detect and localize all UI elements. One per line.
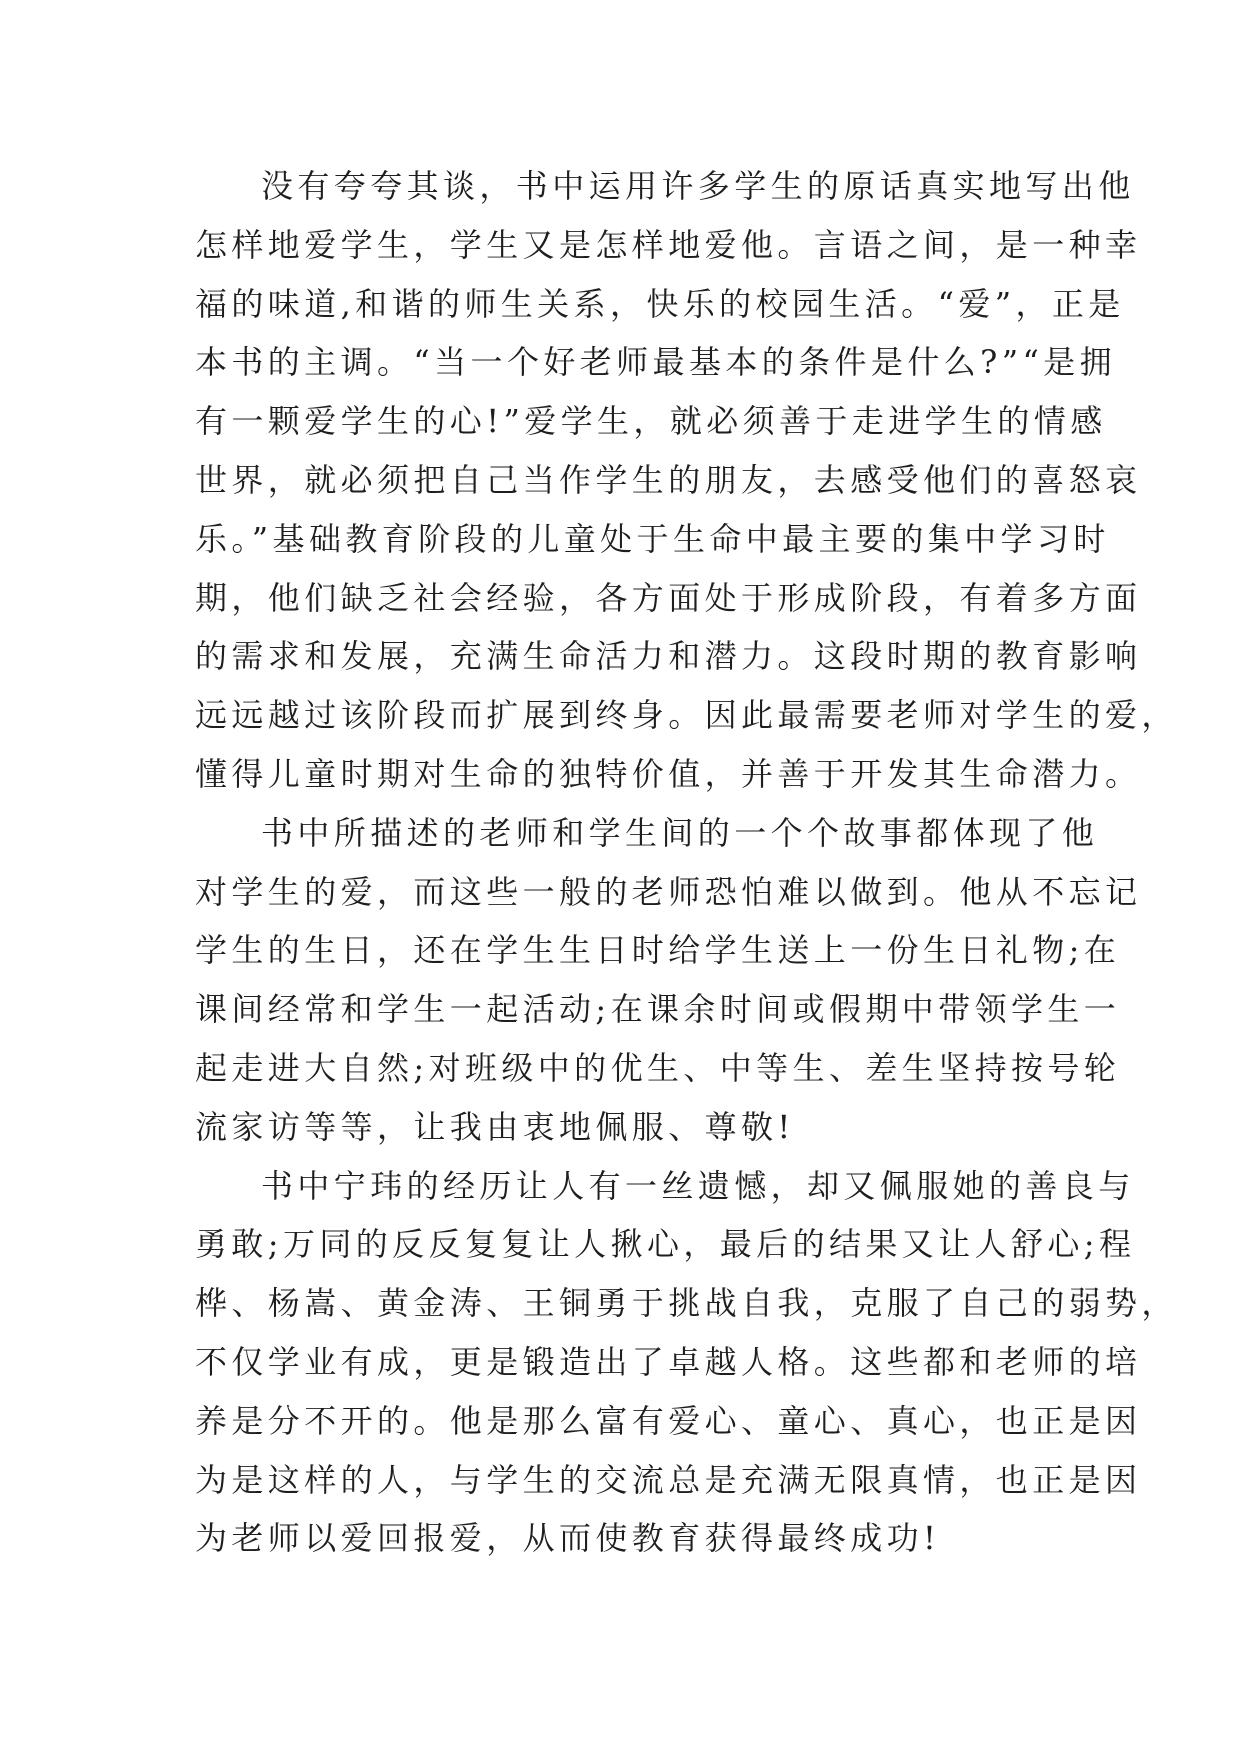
text-line: 远远越过该阶段而扩展到终身。因此最需要老师对学生的爱， bbox=[195, 696, 1178, 735]
text-line: 没有夸夸其谈，书中运用许多学生的原话真实地写出他 bbox=[261, 167, 1135, 205]
text-line: 怎样地爱学生，学生又是怎样地爱他。言语之间，是一种幸 bbox=[195, 225, 1142, 264]
text-line: 福的味道,和谐的师生关系，快乐的校园生活。“爱”，正是 bbox=[195, 284, 1125, 323]
text-line: 的需求和发展，充满生命活力和潜力。这段时期的教育影响 bbox=[195, 637, 1142, 676]
text-line: 不仅学业有成，更是锻造出了卓越人格。这些都和老师的培 bbox=[195, 1342, 1142, 1381]
text-line: 对学生的爱，而这些一般的老师恐怕难以做到。他从不忘记 bbox=[195, 872, 1142, 911]
paragraph bbox=[195, 157, 1178, 804]
text-line: 养是分不开的。他是那么富有爱心、童心、真心，也正是因 bbox=[195, 1401, 1142, 1440]
text-line: 世界，就必须把自己当作学生的朋友，去感受他们的喜怒哀 bbox=[195, 460, 1142, 499]
text-line: 桦、杨嵩、黄金涛、王铜勇于挑战自我，克服了自己的弱势， bbox=[195, 1284, 1178, 1323]
text-line: 课间经常和学生一起活动;在课余时间或假期中带领学生一 bbox=[195, 990, 1121, 1029]
text-line: 懂得儿童时期对生命的独特价值，并善于开发其生命潜力。 bbox=[195, 754, 1142, 793]
text-line: 本书的主调。“当一个好老师最基本的条件是什么?”“是拥 bbox=[195, 343, 1117, 382]
text-line: 流家访等等，让我由衷地佩服、尊敬! bbox=[195, 1107, 795, 1146]
body-text bbox=[195, 157, 1178, 1568]
text-line: 乐。”基础教育阶段的儿童处于生命中最主要的集中学习时 bbox=[195, 519, 1110, 558]
text-line: 学生的生日，还在学生生日时给学生送上一份生日礼物;在 bbox=[195, 931, 1121, 970]
text-line: 书中宁玮的经历让人有一丝遗憾，却又佩服她的善良与 bbox=[261, 1166, 1135, 1205]
text-line: 书中所描述的老师和学生间的一个个故事都体现了他 bbox=[261, 813, 1099, 852]
text-line: 为老师以爱回报爱，从而使教育获得最终成功! bbox=[195, 1519, 941, 1558]
text-line: 期，他们缺乏社会经验，各方面处于形成阶段，有着多方面 bbox=[195, 578, 1142, 617]
text-line: 有一颗爱学生的心!”爱学生，就必须善于走进学生的情感 bbox=[195, 402, 1107, 441]
text-line: 起走进大自然;对班级中的优生、中等生、差生坚持按号轮 bbox=[195, 1048, 1121, 1087]
paragraph bbox=[195, 1157, 1178, 1569]
text-line: 勇敢;万同的反反复复让人揪心，最后的结果又让人舒心;程 bbox=[195, 1225, 1136, 1264]
text-line: 为是这样的人，与学生的交流总是充满无限真情，也正是因 bbox=[195, 1460, 1142, 1499]
paragraph bbox=[195, 804, 1142, 1157]
